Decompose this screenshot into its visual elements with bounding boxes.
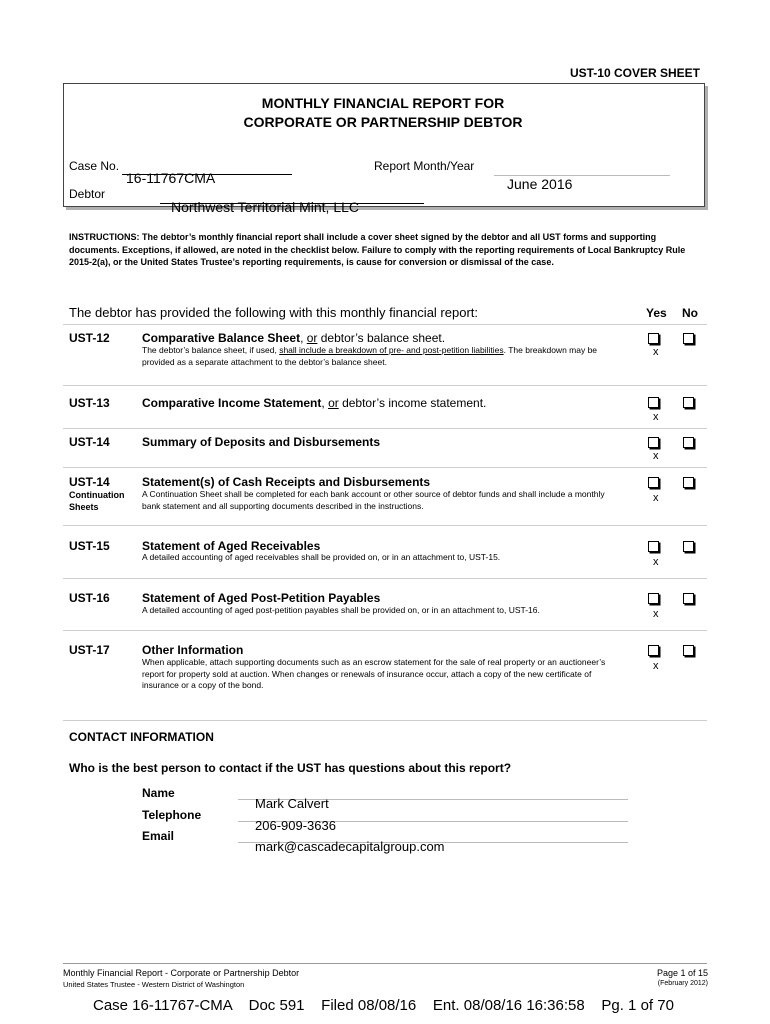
divider (63, 385, 707, 386)
provided-heading: The debtor has provided the following with this monthly financial report: (69, 305, 478, 320)
item-description: When applicable, attach supporting documents such as an escrow statement for the sale of real property or an auctioneer’s report for property sold at auction. When changes or renewals of insurance occur, attach a copy of the new certificate of insurance or a copy of the bond. (142, 657, 606, 690)
divider (63, 428, 707, 429)
no-checkbox[interactable] (683, 541, 694, 552)
case-no-value: 16-11767CMA (126, 170, 216, 186)
no-checkbox[interactable] (683, 477, 694, 488)
report-month-label: Report Month/Year (374, 159, 475, 173)
form-code: UST-10 COVER SHEET (569, 66, 700, 80)
yes-checkbox[interactable] (648, 397, 659, 408)
yes-checkbox[interactable] (648, 645, 659, 656)
item-code: UST-17 (69, 643, 110, 657)
title-line-2: CORPORATE OR PARTNERSHIP DEBTOR (243, 114, 523, 130)
no-checkbox[interactable] (683, 333, 694, 344)
item-code: UST-14 (69, 475, 110, 489)
name-label: Name (142, 786, 175, 800)
item-code: UST-13 (69, 396, 110, 410)
contact-heading: CONTACT INFORMATION (69, 730, 214, 744)
report-month-value: June 2016 (507, 176, 573, 192)
telephone-field[interactable]: 206-909-3636 (255, 818, 336, 833)
report-title (63, 94, 703, 132)
case-no-label: Case No. (69, 159, 120, 173)
divider (63, 630, 707, 631)
item-code: UST-14 (69, 435, 110, 449)
no-checkbox[interactable] (683, 645, 694, 656)
check-mark: x (653, 450, 659, 462)
item-title: Statement(s) of Cash Receipts and Disbursements (142, 475, 431, 489)
item-code: UST-15 (69, 539, 110, 553)
name-field[interactable]: Mark Calvert (255, 796, 329, 811)
yes-checkbox[interactable] (648, 333, 659, 344)
item-title: Statement of Aged Receivables (142, 539, 321, 553)
item-description: A detailed accounting of aged post-petition payables shall be provided on, or in an attachment to, UST-16. (142, 605, 540, 615)
item-description: A Continuation Sheet shall be completed for each bank account or other source of debtor funds and shall include a monthly bank statement and all supporting documents described in the instructions. (142, 489, 605, 511)
footer-rule (63, 963, 707, 964)
divider (63, 525, 707, 526)
title-line-1: MONTHLY FINANCIAL REPORT FOR (261, 95, 505, 111)
item-description: The debtor’s balance sheet, if used, shall include a breakdown of pre- and post-petition liabilities. The breakdown may be provided as a separate attachment to the debtor’s balance sheet. (142, 345, 598, 367)
footer-revision-date: (February 2012) (657, 980, 708, 987)
item-title: Comparative Income Statement, or debtor’s income statement. (142, 396, 487, 410)
no-checkbox[interactable] (683, 593, 694, 604)
yes-checkbox[interactable] (648, 437, 659, 448)
item-title: Comparative Balance Sheet, or debtor’s balance sheet. (142, 331, 446, 345)
item-code: UST-16 (69, 591, 110, 605)
instructions-text: INSTRUCTIONS: The debtor’s monthly financial report shall include a cover sheet signed by the debtor and all UST forms and supporting documents. Exceptions, if allowed, are noted in the checklist below. Failure to comply with the reporting requirements of Local Bankruptcy Rule 2015-2(a), or the United States Trustee’s reporting requirements, is cause for conversion or dismissal of the case. (69, 232, 686, 268)
divider (63, 720, 707, 721)
check-mark: x (653, 492, 659, 504)
debtor-value: Northwest Territorial Mint, LLC (171, 199, 360, 215)
no-column-header: No (682, 306, 698, 320)
telephone-label: Telephone (142, 808, 202, 822)
no-checkbox[interactable] (683, 437, 694, 448)
yes-checkbox[interactable] (648, 593, 659, 604)
check-mark: x (653, 346, 659, 358)
divider (63, 324, 707, 325)
email-field[interactable]: mark@cascadecapitalgroup.com (255, 839, 445, 854)
no-checkbox[interactable] (683, 397, 694, 408)
contact-question: Who is the best person to contact if the UST has questions about this report? (69, 761, 512, 775)
item-title: Statement of Aged Post-Petition Payables (142, 591, 381, 605)
email-label: Email (142, 829, 175, 843)
check-mark: x (653, 556, 659, 568)
check-mark: x (653, 608, 659, 620)
footer-form-name: Monthly Financial Report - Corporate or Partnership Debtor (63, 968, 300, 978)
item-title: Summary of Deposits and Disbursements (142, 435, 381, 449)
item-subcode: Continuation Sheets (69, 490, 125, 512)
divider (63, 467, 707, 468)
item-title: Other Information (142, 643, 244, 657)
court-filing-stamp: Case 16-11767-CMA Doc 591 Filed 08/08/16 Ent. 08/08/16 16:36:58 Pg. 1 of 70 (93, 997, 674, 1014)
footer-page-number: Page 1 of 15 (656, 968, 708, 978)
yes-column-header: Yes (646, 306, 667, 320)
check-mark: x (653, 660, 659, 672)
yes-checkbox[interactable] (648, 541, 659, 552)
check-mark: x (653, 411, 659, 423)
item-code: UST-12 (69, 331, 110, 345)
item-description: A detailed accounting of aged receivables shall be provided on, or in an attachment to, UST-15. (142, 552, 501, 562)
yes-checkbox[interactable] (648, 477, 659, 488)
debtor-label: Debtor (69, 187, 106, 201)
divider (63, 578, 707, 579)
footer-office: United States Trustee - Western District of Washington (63, 980, 245, 989)
